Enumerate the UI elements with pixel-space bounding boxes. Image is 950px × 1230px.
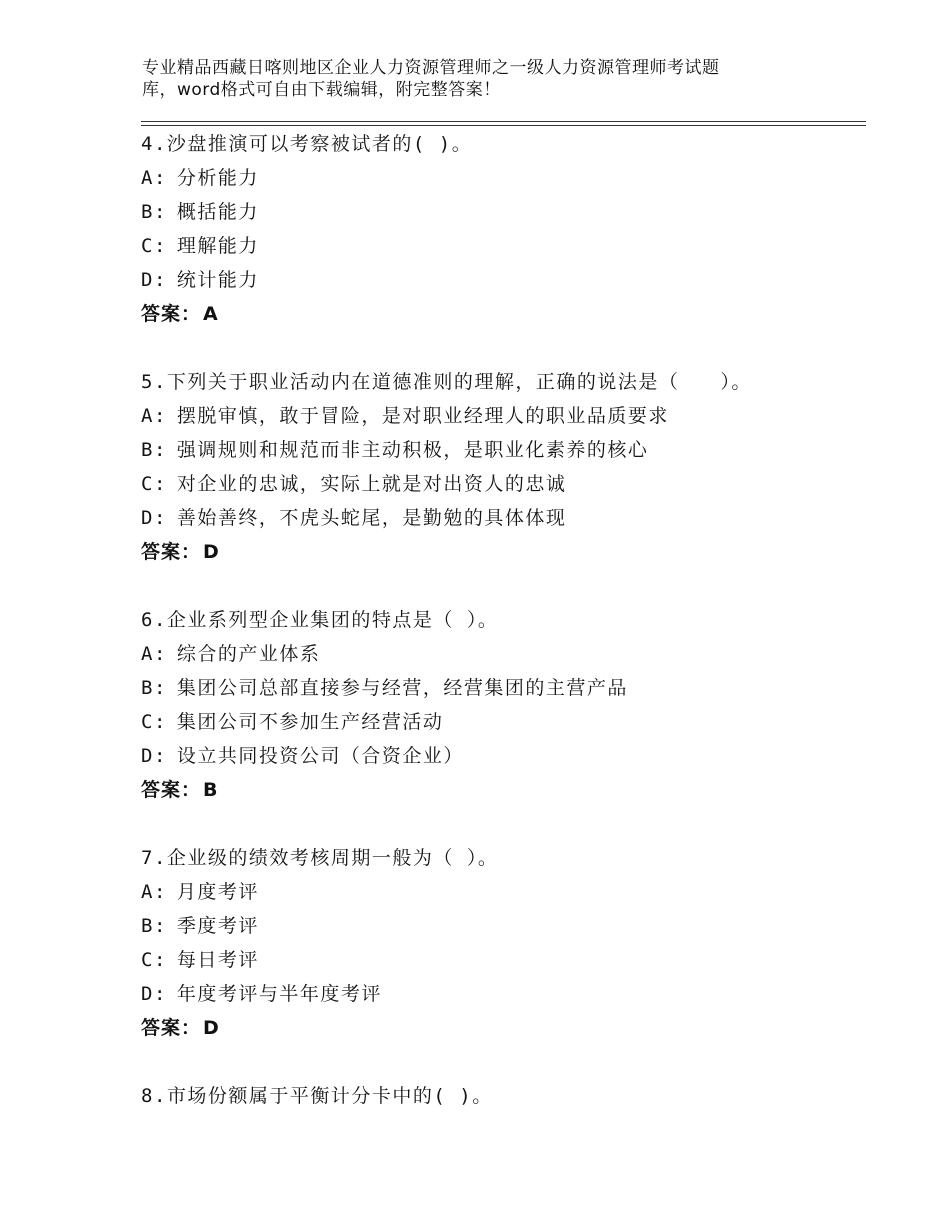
option-key: B: bbox=[141, 915, 167, 937]
option-key: C: bbox=[141, 473, 167, 495]
option-text: 每日考评 bbox=[176, 949, 259, 971]
answer bbox=[141, 535, 866, 569]
option-a bbox=[141, 399, 866, 433]
answer-label: 答案： bbox=[141, 303, 202, 325]
answer-value: A bbox=[203, 303, 219, 325]
option-a bbox=[141, 161, 866, 195]
option-c bbox=[141, 229, 866, 263]
option-text: 季度考评 bbox=[176, 915, 259, 937]
question-stem: 7.企业级的绩效考核周期一般为（ ）。 bbox=[141, 847, 499, 869]
option-c bbox=[141, 467, 866, 501]
question-stem: 4.沙盘推演可以考察被试者的( )。 bbox=[141, 133, 473, 155]
option-text: 设立共同投资公司（合资企业） bbox=[176, 745, 464, 767]
answer-label: 答案： bbox=[141, 779, 202, 801]
option-text: 集团公司总部直接参与经营，经营集团的主营产品 bbox=[176, 677, 628, 699]
option-b bbox=[141, 195, 866, 229]
question-stem: 6.企业系列型企业集团的特点是（ ）。 bbox=[141, 609, 499, 631]
option-a bbox=[141, 875, 866, 909]
option-text: 强调规则和规范而非主动积极，是职业化素养的核心 bbox=[176, 439, 649, 461]
question-6 bbox=[141, 603, 866, 807]
option-text: 理解能力 bbox=[176, 235, 259, 257]
header-divider bbox=[141, 121, 866, 122]
option-key: A: bbox=[141, 405, 167, 427]
answer-value: D bbox=[203, 1017, 220, 1039]
answer bbox=[141, 297, 866, 331]
answer-label: 答案： bbox=[141, 1017, 202, 1039]
option-text: 善始善终，不虎头蛇尾，是勤勉的具体体现 bbox=[176, 507, 567, 529]
option-b bbox=[141, 671, 866, 705]
answer-label: 答案： bbox=[141, 541, 202, 563]
option-key: D: bbox=[141, 269, 167, 291]
question-list bbox=[141, 127, 866, 1113]
option-text: 分析能力 bbox=[176, 167, 259, 189]
option-key: C: bbox=[141, 711, 167, 733]
option-text: 综合的产业体系 bbox=[176, 643, 321, 665]
header-divider-secondary bbox=[141, 125, 866, 126]
option-text: 集团公司不参加生产经营活动 bbox=[176, 711, 444, 733]
option-text: 统计能力 bbox=[176, 269, 259, 291]
option-c bbox=[141, 943, 866, 977]
option-d bbox=[141, 739, 866, 773]
document-header bbox=[142, 57, 782, 101]
option-key: C: bbox=[141, 949, 167, 971]
question-7 bbox=[141, 841, 866, 1045]
answer-value: B bbox=[203, 779, 219, 801]
header-title-line-1: 专业精品西藏日喀则地区企业人力资源管理师之一级人力资源管理师考试题 bbox=[142, 58, 720, 78]
question-4 bbox=[141, 127, 866, 331]
option-key: C: bbox=[141, 235, 167, 257]
option-key: B: bbox=[141, 439, 167, 461]
option-key: A: bbox=[141, 167, 167, 189]
option-d bbox=[141, 263, 866, 297]
option-d bbox=[141, 977, 866, 1011]
option-a bbox=[141, 637, 866, 671]
answer-value: D bbox=[203, 541, 220, 563]
option-text: 概括能力 bbox=[176, 201, 259, 223]
option-key: B: bbox=[141, 677, 167, 699]
option-text: 摆脱审慎，敢于冒险，是对职业经理人的职业品质要求 bbox=[176, 405, 669, 427]
question-stem: 5.下列关于职业活动内在道德准则的理解，正确的说法是（ ）。 bbox=[141, 371, 752, 393]
question-5 bbox=[141, 365, 866, 569]
option-key: A: bbox=[141, 881, 167, 903]
option-text: 年度考评与半年度考评 bbox=[176, 983, 382, 1005]
option-b bbox=[141, 433, 866, 467]
question-8 bbox=[141, 1079, 866, 1113]
option-key: D: bbox=[141, 983, 167, 1005]
answer bbox=[141, 1011, 866, 1045]
option-key: B: bbox=[141, 201, 167, 223]
header-title-line-2: 库，word格式可自由下载编辑，附完整答案！ bbox=[142, 80, 501, 100]
option-text: 对企业的忠诚，实际上就是对出资人的忠诚 bbox=[176, 473, 567, 495]
answer bbox=[141, 773, 866, 807]
option-c bbox=[141, 705, 866, 739]
option-d bbox=[141, 501, 866, 535]
question-stem: 8.市场份额属于平衡计分卡中的( )。 bbox=[141, 1085, 493, 1107]
option-key: D: bbox=[141, 745, 167, 767]
option-key: D: bbox=[141, 507, 167, 529]
option-text: 月度考评 bbox=[176, 881, 259, 903]
option-key: A: bbox=[141, 643, 167, 665]
option-b bbox=[141, 909, 866, 943]
